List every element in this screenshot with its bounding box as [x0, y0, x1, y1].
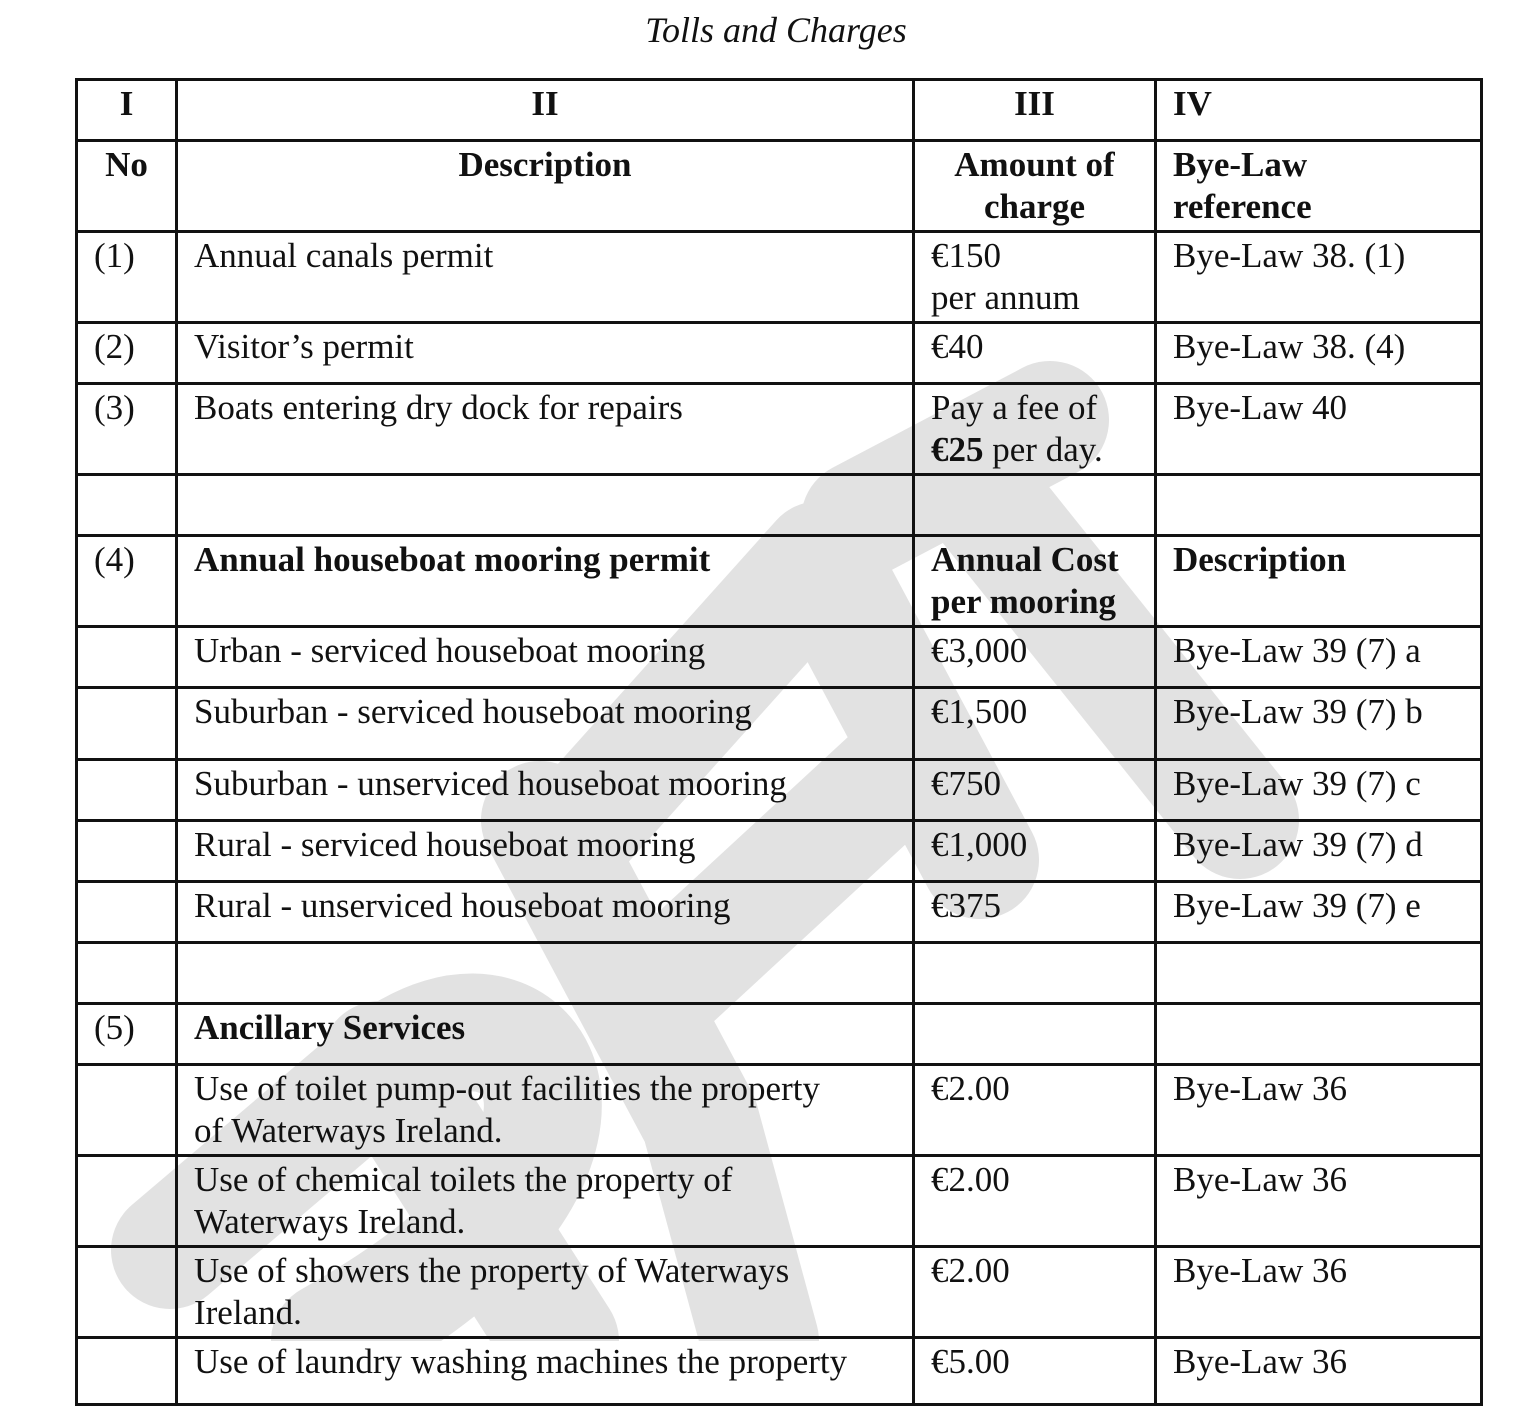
table-row — [77, 882, 1482, 943]
header-reference-line1: Bye-Law — [1173, 145, 1308, 184]
spacer-row — [77, 943, 1482, 1004]
row-description: Annual canals permit — [177, 232, 914, 323]
row-description-line1: Use of toilet pump-out facilities the property — [194, 1069, 820, 1108]
header-reference — [1156, 141, 1482, 232]
row-number: (4) — [77, 536, 177, 627]
row-description-line1: Use of chemical toilets the property of — [194, 1160, 733, 1199]
row-amount: €2.00 — [914, 1065, 1156, 1156]
fee-amount: €25 — [931, 430, 984, 469]
row-description-line2: of Waterways Ireland. — [194, 1111, 503, 1150]
cost-heading-line1: Annual Cost — [931, 540, 1119, 579]
row-reference: Bye-Law 39 (7) e — [1156, 882, 1482, 943]
table-row — [77, 688, 1482, 760]
row-amount: €1,500 — [914, 688, 1156, 760]
row-amount: €750 — [914, 760, 1156, 821]
header-amount-line1: Amount of — [954, 145, 1115, 184]
row-description: Visitor’s permit — [177, 323, 914, 384]
row-reference: Bye-Law 38. (1) — [1156, 232, 1482, 323]
row-reference: Bye-Law 39 (7) d — [1156, 821, 1482, 882]
numeral-col-1: I — [77, 80, 177, 141]
header-row — [77, 141, 1482, 232]
numeral-col-4: IV — [1156, 80, 1482, 141]
table-row — [77, 1065, 1482, 1156]
row-description — [177, 1156, 914, 1247]
header-amount — [914, 141, 1156, 232]
header-no: No — [77, 141, 177, 232]
row-description — [177, 1065, 914, 1156]
section-heading: Ancillary Services — [177, 1004, 914, 1065]
row-description: Boats entering dry dock for repairs — [177, 384, 914, 475]
table-row — [77, 821, 1482, 882]
row-amount: €2.00 — [914, 1247, 1156, 1338]
row-description: Rural - unserviced houseboat mooring — [177, 882, 914, 943]
row-amount: €375 — [914, 882, 1156, 943]
row-amount-line2: per annum — [931, 278, 1080, 317]
table-row — [77, 1338, 1482, 1405]
row-reference: Bye-Law 36 — [1156, 1156, 1482, 1247]
row-amount: €5.00 — [914, 1338, 1156, 1405]
row-reference: Bye-Law 36 — [1156, 1247, 1482, 1338]
row-description: Use of laundry washing machines the property — [177, 1338, 914, 1405]
section-header-row — [77, 1004, 1482, 1065]
row-description: Suburban - unserviced houseboat mooring — [177, 760, 914, 821]
row-number: (3) — [77, 384, 177, 475]
table-row — [77, 323, 1482, 384]
numeral-row — [77, 80, 1482, 141]
row-amount-line1: Pay a fee of — [931, 388, 1098, 427]
table-row — [77, 760, 1482, 821]
row-amount: €2.00 — [914, 1156, 1156, 1247]
row-number: (5) — [77, 1004, 177, 1065]
row-description-line2: Waterways Ireland. — [194, 1202, 466, 1241]
cost-heading — [914, 536, 1156, 627]
table-row — [77, 232, 1482, 323]
row-amount — [914, 384, 1156, 475]
numeral-col-2: II — [177, 80, 914, 141]
row-number: (2) — [77, 323, 177, 384]
row-reference: Bye-Law 36 — [1156, 1338, 1482, 1405]
row-amount-line1: €150 — [931, 236, 1001, 275]
spacer-row — [77, 475, 1482, 536]
row-reference: Bye-Law 39 (7) c — [1156, 760, 1482, 821]
row-description: Urban - serviced houseboat mooring — [177, 627, 914, 688]
row-reference: Bye-Law 39 (7) a — [1156, 627, 1482, 688]
row-reference: Bye-Law 39 (7) b — [1156, 688, 1482, 760]
table-row — [77, 627, 1482, 688]
header-description: Description — [177, 141, 914, 232]
header-amount-line2: charge — [983, 187, 1086, 226]
header-reference-line2: reference — [1173, 187, 1312, 226]
fee-unit: per day. — [983, 430, 1103, 469]
row-description — [177, 1247, 914, 1338]
row-description: Suburban - serviced houseboat mooring — [177, 688, 914, 760]
row-reference: Bye-Law 38. (4) — [1156, 323, 1482, 384]
section-heading: Annual houseboat mooring permit — [177, 536, 914, 627]
table-row — [77, 1247, 1482, 1338]
description-heading: Description — [1156, 536, 1482, 627]
row-description: Rural - serviced houseboat mooring — [177, 821, 914, 882]
row-amount — [914, 232, 1156, 323]
row-amount: €3,000 — [914, 627, 1156, 688]
row-amount: €40 — [914, 323, 1156, 384]
page-title: Tolls and Charges — [645, 10, 907, 50]
row-amount: €1,000 — [914, 821, 1156, 882]
row-reference: Bye-Law 40 — [1156, 384, 1482, 475]
tolls-table — [75, 78, 1483, 1406]
row-number: (1) — [77, 232, 177, 323]
row-description-line2: Ireland. — [194, 1293, 302, 1332]
numeral-col-3: III — [914, 80, 1156, 141]
table-row — [77, 384, 1482, 475]
section-header-row — [77, 536, 1482, 627]
table-row — [77, 1156, 1482, 1247]
row-description-line1: Use of showers the property of Waterways — [194, 1251, 790, 1290]
row-reference: Bye-Law 36 — [1156, 1065, 1482, 1156]
cost-heading-line2: per mooring — [931, 582, 1117, 621]
row-amount-line2 — [931, 429, 1138, 471]
